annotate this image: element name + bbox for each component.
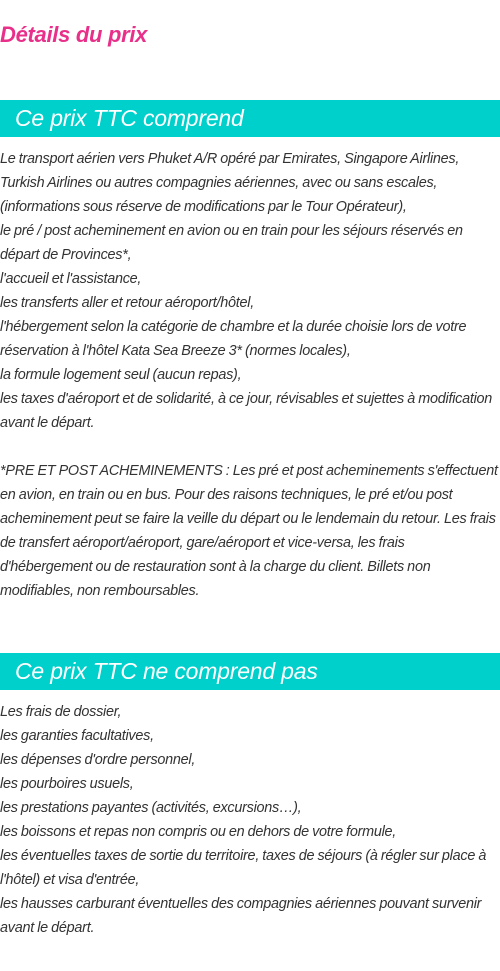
- pre-post-routing-note-text: *PRE ET POST ACHEMINEMENTS : Les pré et post acheminements s'effectuent en avion, en train ou en bus. Pour des raisons techniques, le pré et/ou post acheminement peut se faire la veille du départ ou le lendemain du retour. Les frais de transfert aéroport/aéroport, gare/aéroport et vice-versa, les frais d'hébergement ou de restauration sont à la charge du client. Billets non modifiables, non remboursables.: [0, 463, 498, 599]
- included-item-room-only: la formule logement seul (aucun repas),: [0, 367, 242, 383]
- excluded-item-optional-insurance: les garanties facultatives,: [0, 728, 154, 744]
- included-item-pre-post-routing: le pré / post acheminement en avion ou en train pour les séjours réservés en départ de Provinces*,: [0, 223, 463, 263]
- excluded-item-paid-services: les prestations payantes (activités, excursions…),: [0, 800, 302, 816]
- excluded-item-tips: les pourboires usuels,: [0, 776, 134, 792]
- section-header-included: Ce prix TTC comprend: [0, 100, 500, 137]
- section-header-excluded: Ce prix TTC ne comprend pas: [0, 653, 500, 690]
- excluded-item-booking-fees: Les frais de dossier,: [0, 704, 122, 720]
- included-item-airport-taxes: les taxes d'aéroport et de solidarité, à ce jour, révisables et sujettes à modification avant le départ.: [0, 391, 493, 431]
- excluded-list: [0, 700, 500, 940]
- excluded-item-drinks-meals: les boissons et repas non compris ou en dehors de votre formule,: [0, 824, 397, 840]
- included-item-accommodation: l'hébergement selon la catégorie de chambre et la durée choisie lors de votre réservation à l'hôtel Kata Sea Breeze 3* (normes locales),: [0, 319, 467, 359]
- pre-post-routing-note: [0, 459, 500, 603]
- excluded-item-personal-expenses: les dépenses d'ordre personnel,: [0, 752, 196, 768]
- excluded-item-fuel-surcharges: les hausses carburant éventuelles des compagnies aériennes pouvant survenir avant le départ.: [0, 896, 482, 936]
- included-item-welcome: l'accueil et l'assistance,: [0, 271, 142, 287]
- included-item-transport: Le transport aérien vers Phuket A/R opéré par Emirates, Singapore Airlines, Turkish Airlines ou autres compagnies aériennes, avec ou sans escales, (informations sous réserve de modifications par le Tour Opérateur),: [0, 151, 460, 215]
- excluded-item-exit-taxes: les éventuelles taxes de sortie du territoire, taxes de séjours (à régler sur place à l'hôtel) et visa d'entrée,: [0, 848, 487, 888]
- included-item-transfers: les transferts aller et retour aéroport/hôtel,: [0, 295, 254, 311]
- included-list: [0, 147, 500, 435]
- page-title: Détails du prix: [0, 22, 148, 47]
